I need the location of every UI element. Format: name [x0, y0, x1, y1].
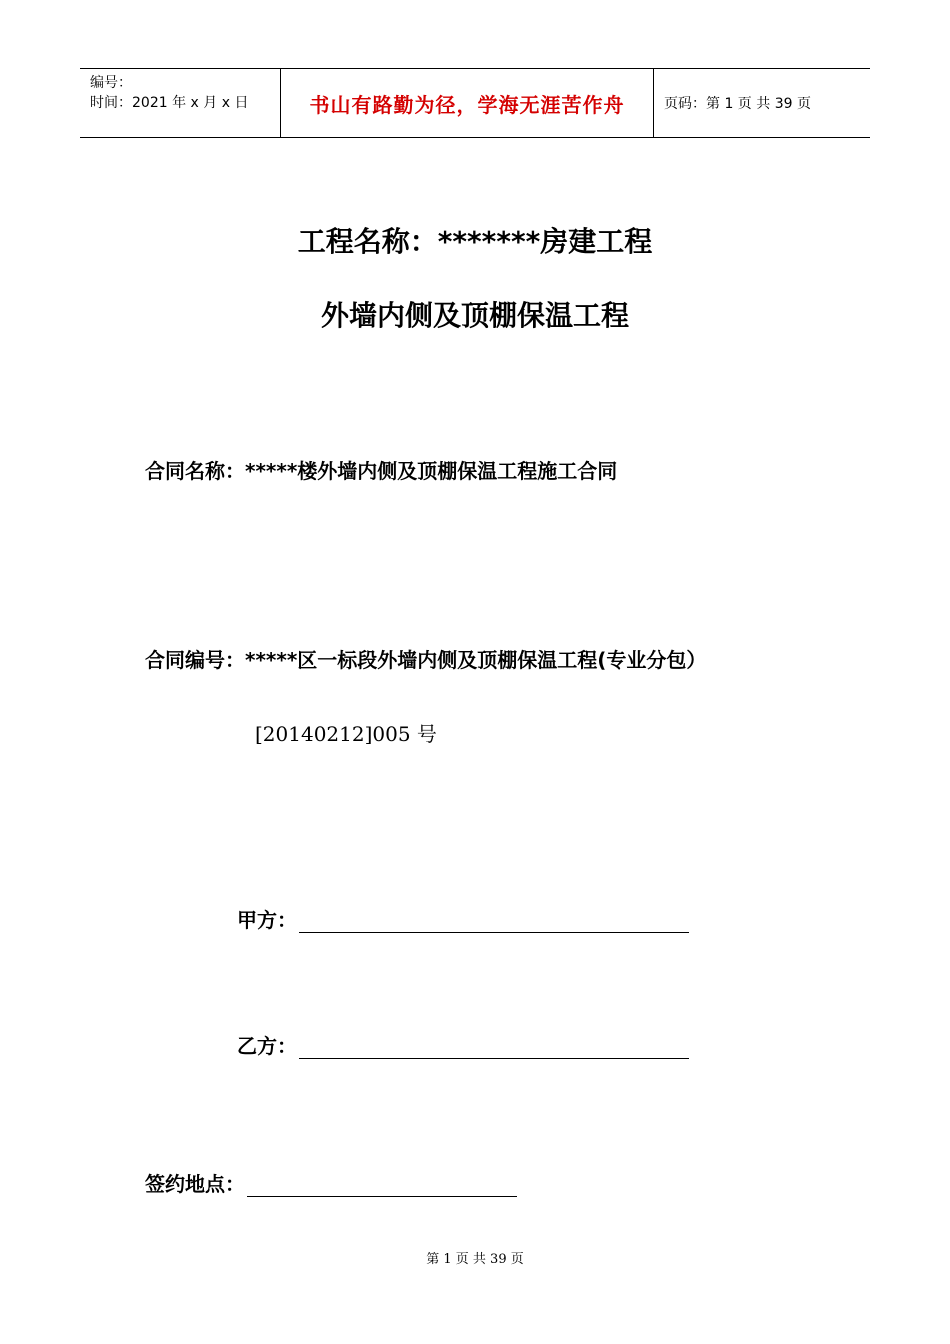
- signing-place-label: 签约地点：: [145, 1172, 245, 1196]
- header-motto-cell: [281, 69, 654, 137]
- header-page-info: 页码：第 1 页 共 39 页: [664, 96, 811, 112]
- signing-place-blank-line: [247, 1172, 517, 1197]
- header-time-label: 时间：2021 年 x 月 x 日: [90, 95, 249, 111]
- party-b-label: 乙方：: [237, 1034, 297, 1058]
- party-a-blank-line: [299, 908, 689, 933]
- header-number-label: 编号：: [90, 75, 132, 91]
- party-a-label: 甲方：: [237, 908, 297, 932]
- party-b-row: [237, 1030, 689, 1059]
- contract-number: 合同编号：*****区一标段外墙内侧及顶棚保温工程(专业分包）: [145, 648, 707, 672]
- project-subtitle: 外墙内侧及顶棚保温工程: [320, 299, 629, 332]
- header-motto: 书山有路勤为径，学海无涯苦作舟: [309, 92, 625, 117]
- page-footer: 第 1 页 共 39 页: [426, 1252, 524, 1267]
- header-meta: [80, 69, 281, 137]
- party-a-row: [237, 904, 689, 933]
- contract-name: 合同名称：*****楼外墙内侧及顶棚保温工程施工合同: [145, 459, 618, 483]
- contract-number-continuation: [20140212]005 号: [255, 722, 437, 746]
- project-title: 工程名称：*******房建工程: [297, 225, 653, 258]
- document-header: [80, 68, 870, 138]
- signing-place-row: [145, 1168, 517, 1197]
- party-b-blank-line: [299, 1034, 689, 1059]
